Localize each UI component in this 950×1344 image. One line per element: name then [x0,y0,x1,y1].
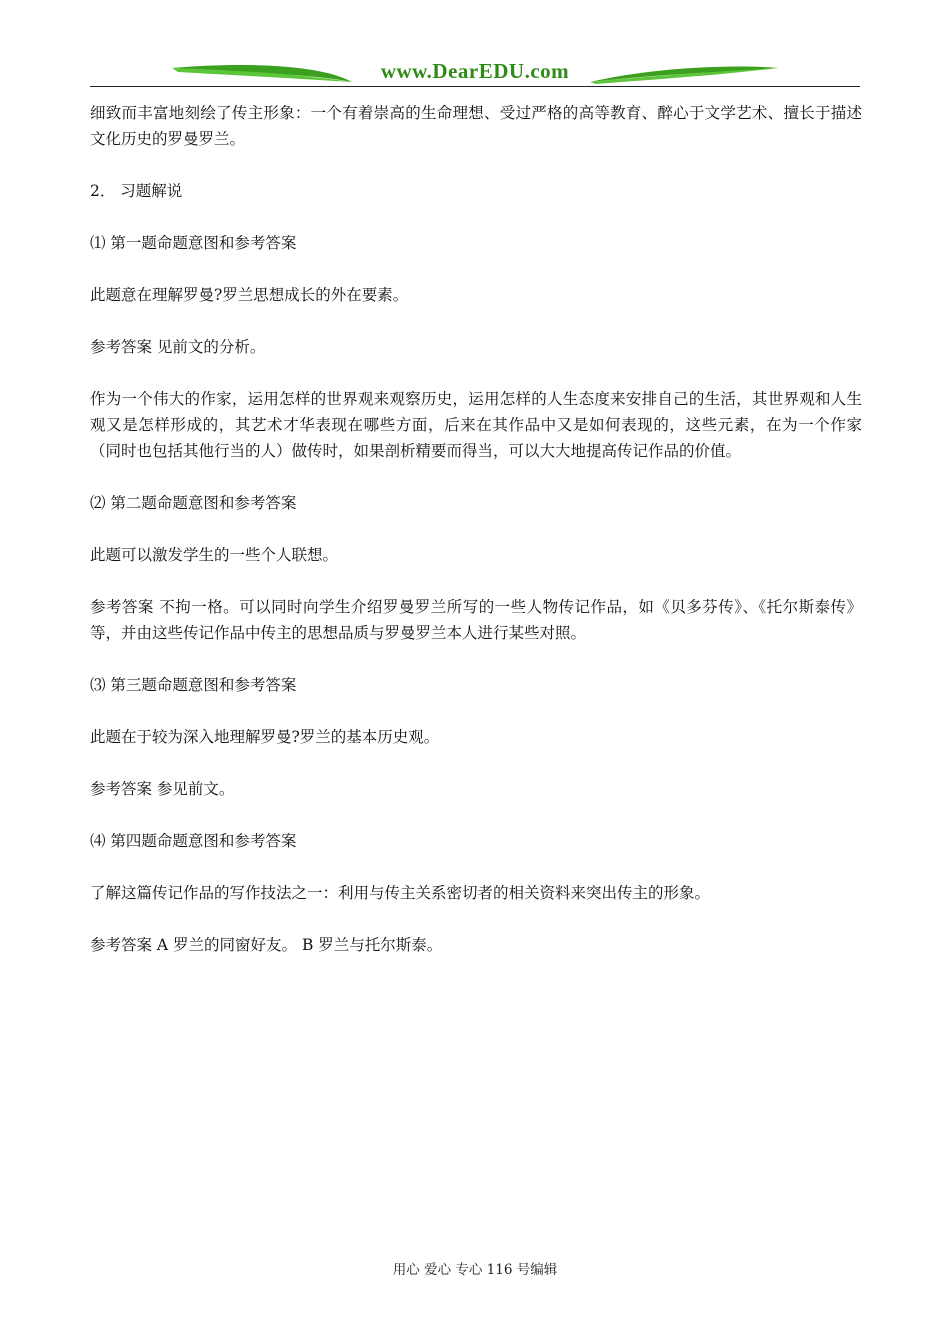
page-footer: 用心 爱心 专心 116 号编辑 [392,1262,558,1278]
question-4-intent: 了解这篇传记作品的写作技法之一：利用与传主关系密切者的相关资料来突出传主的形象。 [90,884,711,902]
question-3-answer: 参考答案 参见前文。 [90,780,235,798]
question-1-discussion: 作为一个伟大的作家，运用怎样的世界观来观察历史，运用怎样的人生态度来安排自己的生活，其世界观和人生观又是怎样形成的，其艺术才华表现在哪些方面，后来在其作品中又是如何表现的，这些元素，在为一个作家（同时也包括其他行当的人）做传时，如果剖析精要而得当，可以大大地提高传记作品的价值。 [90,390,862,460]
question-3-intent: 此题在于较为深入地理解罗曼?罗兰的基本历史观。 [90,728,440,746]
question-3-heading: ⑶ 第三题命题意图和参考答案 [90,676,297,694]
paragraph-intro-continuation: 细致而丰富地刻绘了传主形象：一个有着崇高的生命理想、受过严格的高等教育、醉心于文学艺术、擅长于描述文化历史的罗曼罗兰。 [90,104,862,148]
question-1-answer: 参考答案 见前文的分析。 [90,338,266,356]
question-1-heading: ⑴ 第一题命题意图和参考答案 [90,234,297,252]
question-1-intent: 此题意在理解罗曼?罗兰思想成长的外在要素。 [90,286,409,304]
question-2-heading: ⑵ 第二题命题意图和参考答案 [90,494,297,512]
header-divider [90,86,860,87]
question-2-intent: 此题可以激发学生的一些个人联想。 [90,546,339,564]
page-header [90,56,860,90]
question-4-heading: ⑷ 第四题命题意图和参考答案 [90,832,297,850]
question-4-answer: 参考答案 A 罗兰的同窗好友。 B 罗兰与托尔斯泰。 [90,936,443,954]
site-logo-text: www.DearEDU.com [380,59,570,83]
document-body [90,100,862,984]
section-heading-exercise-explanation: 2． 习题解说 [90,182,183,200]
question-2-answer: 参考答案 不拘一格。可以同时向学生介绍罗曼罗兰所写的一些人物传记作品，如《贝多芬传》、《托尔斯泰传》等，并由这些传记作品中传主的思想品质与罗曼罗兰本人进行某些对照。 [90,598,862,642]
